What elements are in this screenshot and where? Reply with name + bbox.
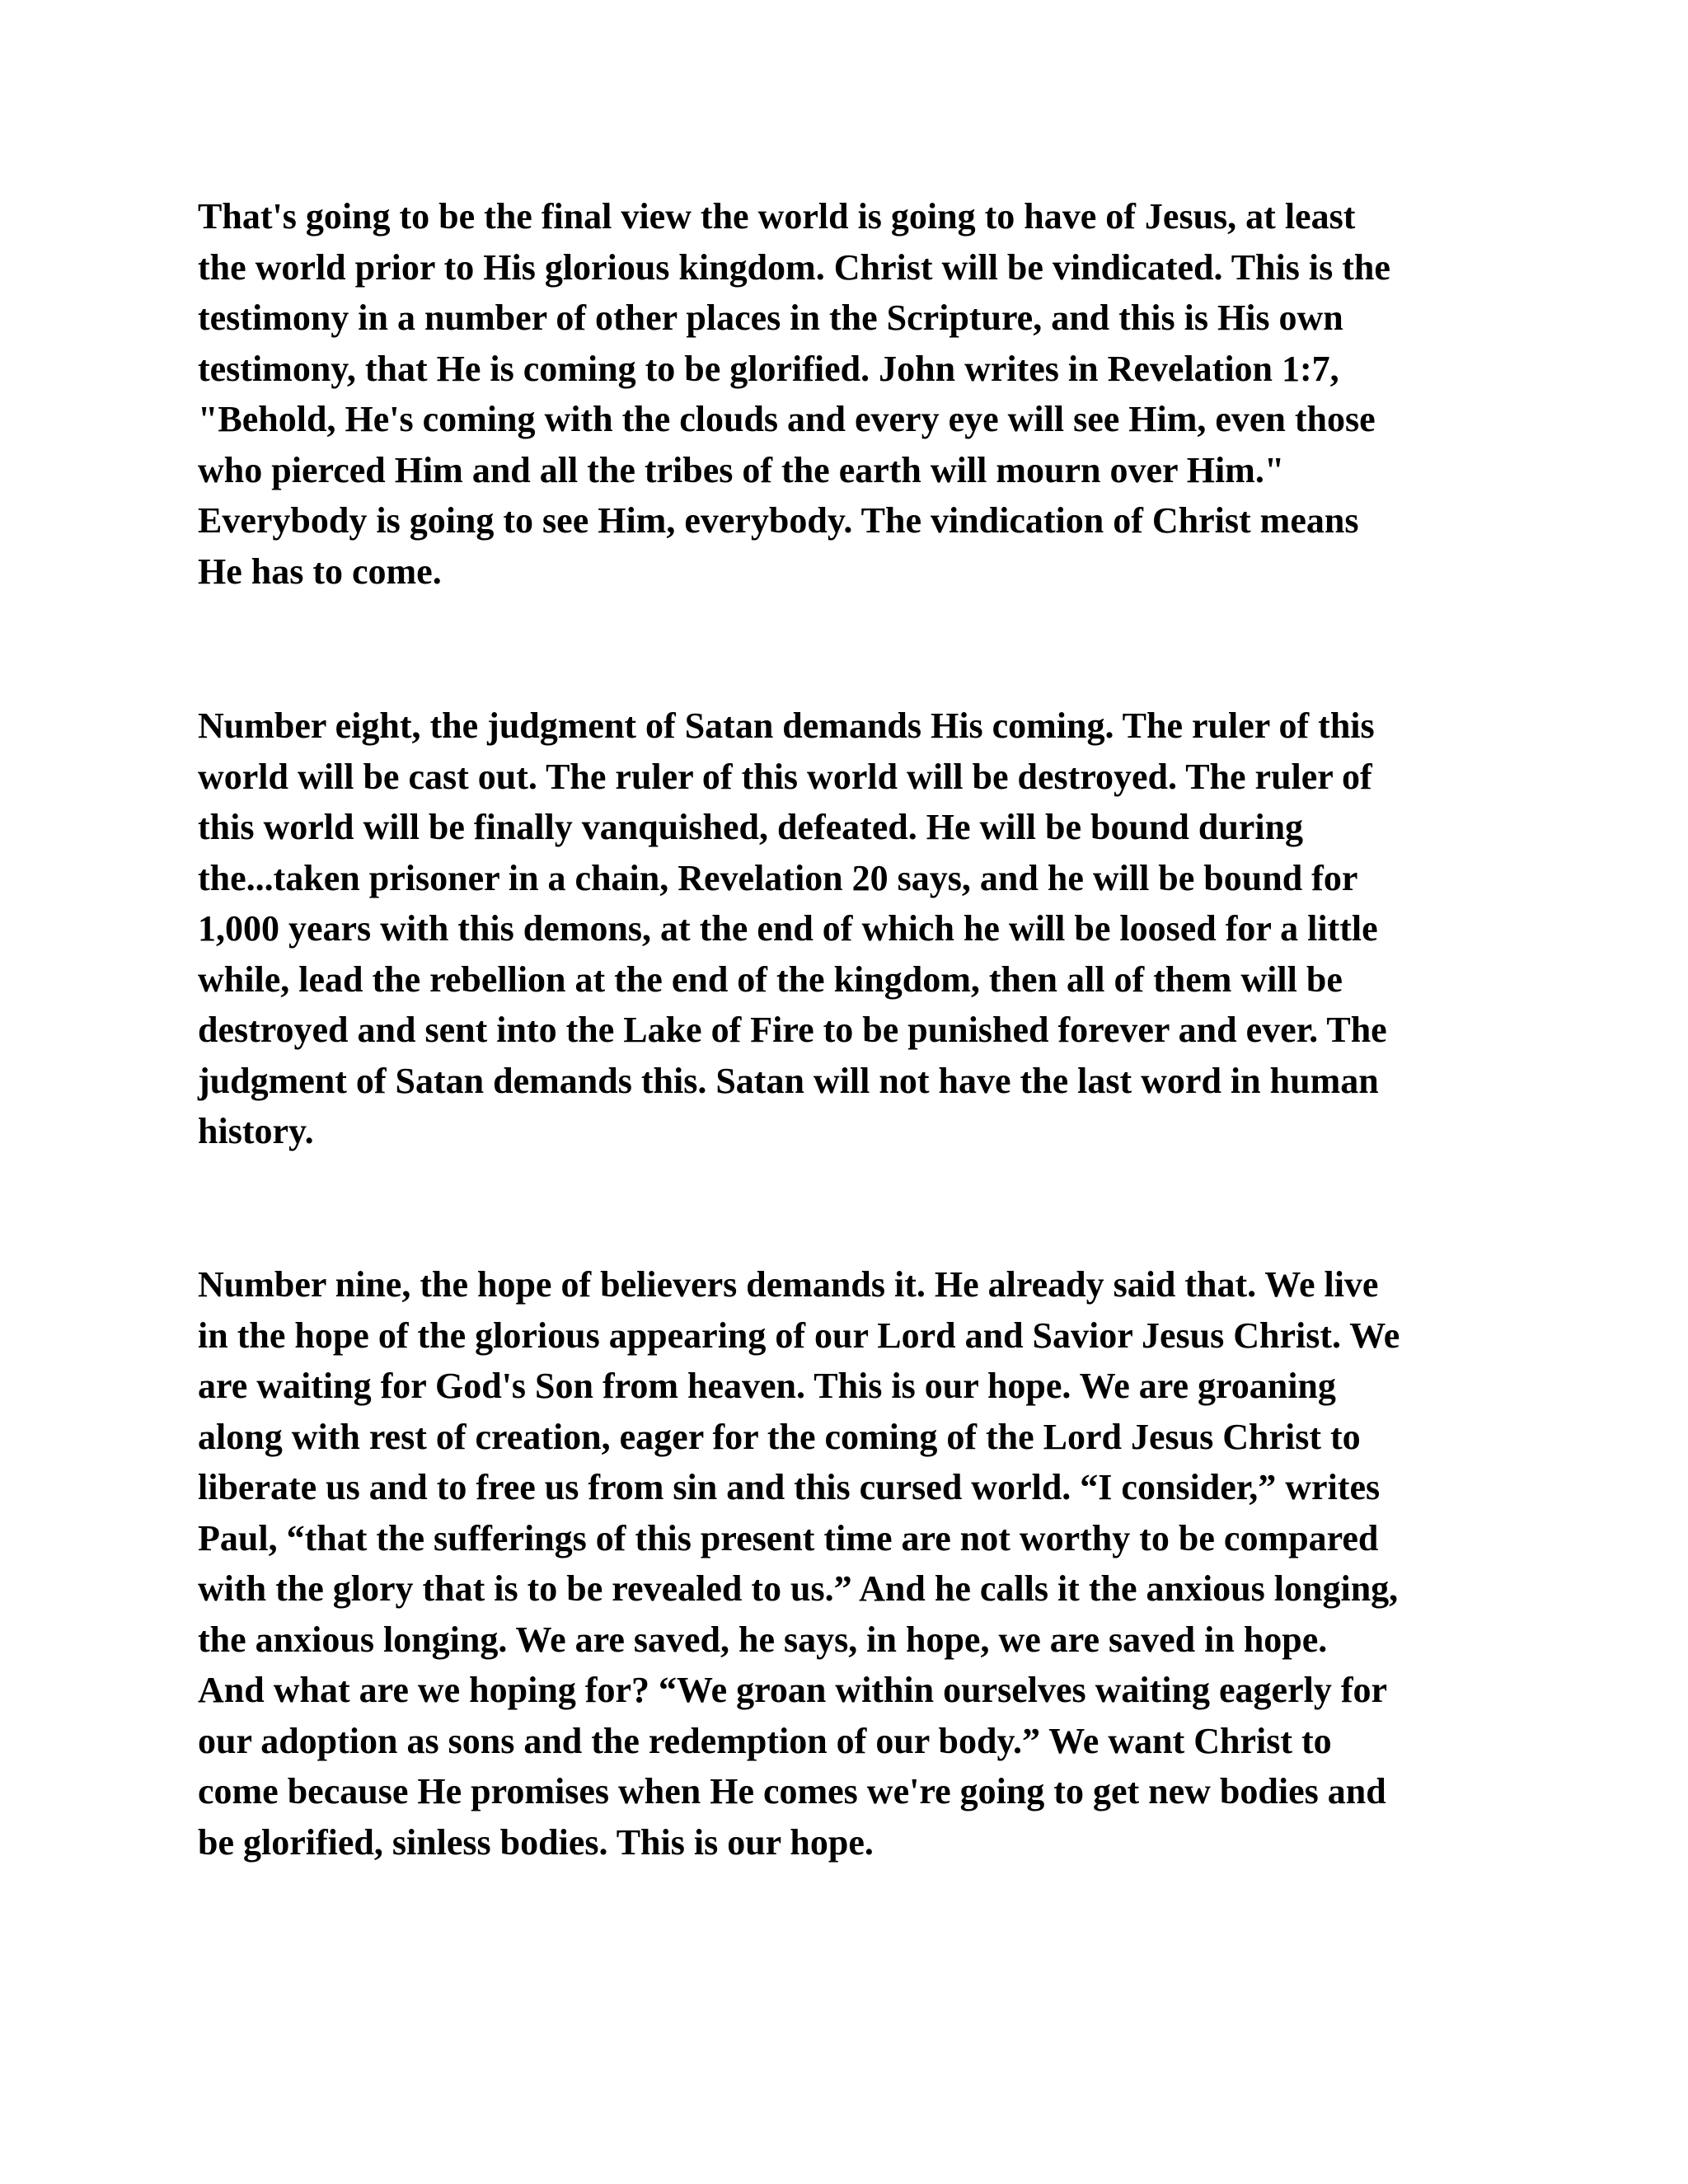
paragraph-line: while, lead the rebellion at the end of the kingdom, then all of them will be [198, 958, 1343, 1000]
paragraph-line: 1,000 years with this demons, at the end of which he will be loosed for a little [198, 908, 1378, 949]
paragraph-line: And what are we hoping for? “We groan within ourselves waiting eagerly for [198, 1670, 1387, 1710]
paragraph-line: world will be cast out. The ruler of this world will be destroyed. The ruler of [198, 756, 1372, 797]
paragraph-line: come because He promises when He comes we're going to get new bodies and [198, 1771, 1386, 1811]
paragraph-line: judgment of Satan demands this. Satan will not have the last word in human [198, 1060, 1379, 1101]
paragraph-line: That's going to be the final view the world is going to have of Jesus, at least [198, 196, 1356, 237]
paragraph-line: the...taken prisoner in a chain, Revelation 20 says, and he will be bound for [198, 857, 1358, 898]
paragraph-vindication [198, 191, 1500, 597]
paragraph-line: destroyed and sent into the Lake of Fire to be punished forever and ever. The [198, 1010, 1387, 1050]
paragraph-line: in the hope of the glorious appearing of our Lord and Savior Jesus Christ. We [198, 1315, 1400, 1356]
paragraph-line: Number eight, the judgment of Satan demands His coming. The ruler of this [198, 705, 1375, 746]
paragraph-line: testimony in a number of other places in the Scripture, and this is His own [198, 298, 1343, 338]
paragraph-line: the anxious longing. We are saved, he says, in hope, we are saved in hope. [198, 1619, 1328, 1660]
paragraph-line: Paul, “that the sufferings of this present time are not worthy to be compared [198, 1517, 1379, 1558]
paragraph-line: testimony, that He is coming to be glorified. John writes in Revelation 1:7, [198, 348, 1339, 389]
paragraph-judgment-of-satan [198, 701, 1500, 1157]
paragraph-line: are waiting for God's Son from heaven. This is our hope. We are groaning [198, 1366, 1336, 1406]
paragraph-line: the world prior to His glorious kingdom. Christ will be vindicated. This is the [198, 246, 1390, 288]
paragraph-line: history. [198, 1111, 314, 1151]
paragraph-line: He has to come. [198, 551, 442, 592]
paragraph-line: this world will be finally vanquished, defeated. He will be bound during [198, 807, 1304, 847]
paragraph-line: "Behold, He's coming with the clouds and every eye will see Him, even those [198, 399, 1376, 439]
paragraph-hope-of-believers [198, 1259, 1500, 1868]
paragraph-line: liberate us and to free us from sin and this cursed world. “I consider,” writes [198, 1467, 1381, 1507]
paragraph-line: along with rest of creation, eager for the coming of the Lord Jesus Christ to [198, 1416, 1361, 1457]
paragraph-line: with the glory that is to be revealed to us.” And he calls it the anxious longing, [198, 1568, 1399, 1609]
paragraph-line: who pierced Him and all the tribes of the earth will mourn over Him." [198, 449, 1285, 490]
paragraph-line: be glorified, sinless bodies. This is our hope. [198, 1821, 874, 1863]
paragraph-line: our adoption as sons and the redemption of our body.” We want Christ to [198, 1720, 1332, 1761]
paragraph-line: Everybody is going to see Him, everybody. The vindication of Christ means [198, 500, 1359, 541]
paragraph-line: Number nine, the hope of believers demands it. He already said that. We live [198, 1264, 1379, 1305]
